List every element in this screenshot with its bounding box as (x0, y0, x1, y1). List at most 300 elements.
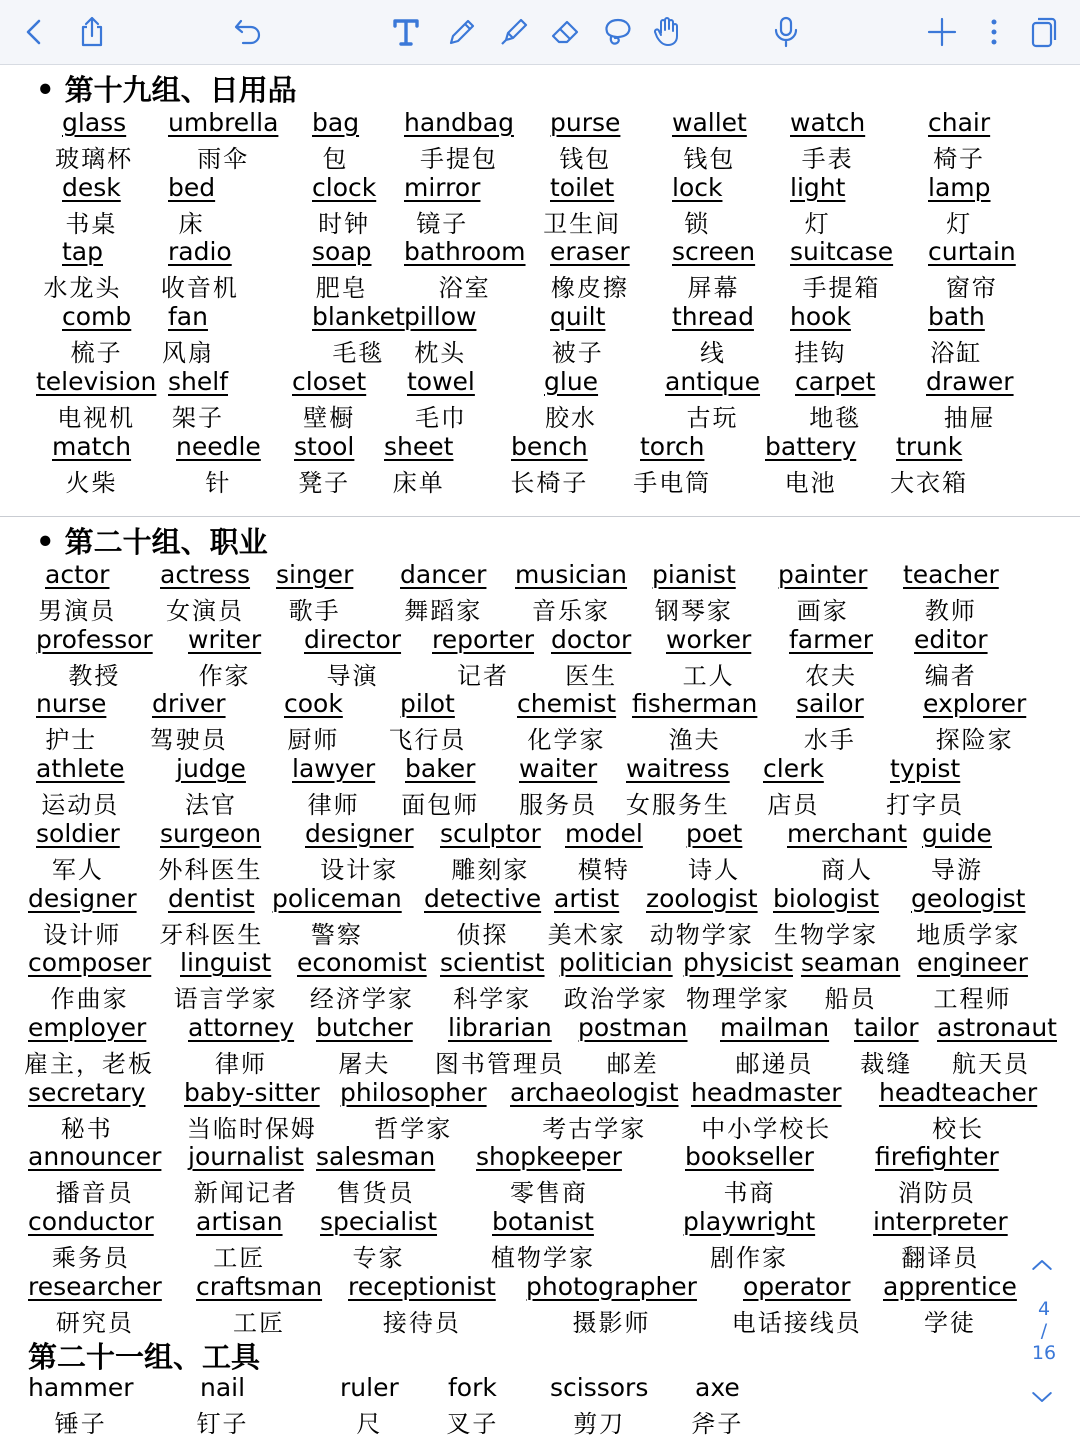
english-word[interactable]: announcer (28, 1142, 162, 1172)
english-word[interactable]: salesman (316, 1142, 436, 1172)
chinese-translation: 工匠 (213, 1244, 266, 1272)
english-word[interactable]: explorer (923, 689, 1027, 719)
chinese-translation: 律师 (307, 791, 360, 820)
chinese-translation: 侦探 (456, 920, 509, 949)
chinese-translation: 长椅子 (510, 468, 589, 497)
english-word[interactable]: dancer (400, 560, 487, 589)
chinese-translation: 校长 (932, 1114, 985, 1143)
english-word[interactable]: bench (511, 431, 588, 461)
chinese-translation: 钢琴家 (654, 597, 733, 625)
english-word[interactable]: thread (672, 302, 754, 332)
english-word[interactable]: television (36, 366, 157, 396)
chinese-translation: 椅子 (933, 145, 986, 173)
english-word[interactable]: employer (28, 1012, 147, 1042)
chinese-translation: 生物学家 (774, 920, 878, 949)
chinese-translation: 手提箱 (802, 274, 881, 303)
english-word[interactable]: secretary (28, 1077, 146, 1107)
english-word[interactable]: actor (45, 560, 110, 589)
english-word[interactable]: poet (686, 818, 743, 848)
more-icon[interactable] (974, 12, 1014, 52)
chinese-translation: 肥皂 (315, 274, 368, 303)
chinese-translation: 被子 (551, 339, 604, 368)
english-word[interactable]: shelf (168, 366, 228, 396)
chinese-translation: 渔夫 (668, 726, 721, 755)
chinese-translation: 包 (322, 145, 349, 173)
share-icon[interactable] (72, 12, 112, 52)
chinese-translation: 物理学家 (686, 985, 790, 1014)
total-page-count: 16 (1031, 1342, 1057, 1364)
chinese-translation: 厨师 (287, 726, 340, 755)
english-word[interactable]: antique (665, 366, 761, 396)
english-word[interactable]: conductor (28, 1207, 154, 1236)
previous-page-chevron-icon[interactable] (1022, 1250, 1062, 1280)
page-separator: / (1040, 1320, 1048, 1342)
chinese-translation: 电池 (784, 468, 837, 497)
chinese-translation: 女服务生 (625, 791, 730, 820)
chinese-translation: 浴缸 (930, 339, 983, 368)
chinese-translation: 水龙头 (43, 274, 122, 303)
chinese-translation: 翻译员 (901, 1244, 980, 1272)
english-word[interactable]: detective (424, 883, 542, 913)
english-word[interactable]: suitcase (790, 237, 894, 267)
chinese-translation: 锤子 (54, 1410, 107, 1438)
english-word[interactable]: artisan (196, 1207, 283, 1236)
english-word[interactable]: quilt (550, 302, 606, 332)
english-word[interactable]: blanket (312, 302, 405, 332)
english-word[interactable]: designer (28, 883, 137, 913)
current-page-number: 4 (1037, 1298, 1051, 1320)
english-word[interactable]: lawyer (292, 754, 376, 784)
chinese-translation: 政治学家 (563, 985, 668, 1014)
english-word[interactable]: biologist (773, 883, 879, 913)
chinese-translation: 钱包 (683, 145, 736, 173)
chinese-translation: 植物学家 (490, 1244, 595, 1272)
chinese-translation: 运动员 (41, 791, 120, 820)
english-word[interactable]: torch (640, 431, 705, 461)
english-word[interactable]: fan (168, 302, 208, 332)
chinese-translation: 化学家 (527, 726, 606, 755)
chinese-translation: 导演 (326, 661, 379, 690)
english-word[interactable]: hook (790, 302, 851, 332)
english-word[interactable]: painter (778, 560, 868, 589)
chinese-translation: 护士 (45, 726, 98, 755)
english-word[interactable]: playwright (683, 1207, 816, 1236)
chinese-translation: 图书管理员 (434, 1049, 565, 1078)
english-word[interactable]: toilet (550, 172, 615, 202)
english-word[interactable]: journalist (188, 1142, 304, 1172)
chinese-translation: 画家 (796, 597, 849, 625)
chinese-translation: 大衣箱 (890, 468, 969, 497)
chinese-translation: 语言学家 (173, 985, 278, 1014)
chinese-translation: 梳子 (70, 339, 123, 368)
chinese-translation: 裁缝 (860, 1049, 913, 1078)
english-word[interactable]: watch (790, 108, 866, 137)
chinese-translation: 针 (205, 468, 232, 497)
english-word[interactable]: bookseller (685, 1142, 814, 1172)
english-word[interactable]: baker (405, 754, 476, 784)
chinese-translation: 工匠 (233, 1308, 286, 1337)
chinese-translation: 打字员 (886, 791, 965, 820)
chinese-translation: 镜子 (416, 209, 469, 238)
chinese-translation: 抽屉 (943, 403, 996, 432)
english-word[interactable]: geologist (911, 883, 1026, 913)
english-word[interactable]: axe (695, 1373, 740, 1402)
chinese-translation: 工人 (682, 661, 735, 690)
english-word[interactable]: pilot (400, 689, 455, 719)
chinese-translation: 秘书 (60, 1114, 113, 1143)
english-word[interactable]: bed (168, 172, 216, 202)
chinese-translation: 摄影师 (572, 1308, 651, 1337)
chinese-translation: 导游 (930, 855, 983, 884)
english-word[interactable]: sheet (384, 431, 454, 461)
note-page (0, 65, 1080, 1440)
chinese-translation: 面包师 (401, 791, 480, 820)
english-word[interactable]: apprentice (883, 1271, 1017, 1301)
chinese-translation: 播音员 (55, 1179, 134, 1208)
english-word[interactable]: sailor (796, 689, 864, 719)
chinese-translation: 水手 (803, 726, 856, 755)
chinese-translation: 动物学家 (649, 920, 754, 949)
chinese-translation: 教授 (68, 661, 121, 690)
english-word[interactable]: chemist (517, 689, 617, 719)
english-word[interactable]: judge (176, 754, 246, 784)
english-word[interactable]: driver (152, 689, 226, 719)
chinese-translation: 法官 (184, 791, 237, 820)
english-word[interactable]: attorney (188, 1012, 295, 1042)
section-title: • 第十九组、日用品 (36, 73, 297, 107)
chinese-translation: 凳子 (298, 468, 351, 497)
chinese-translation: 接待员 (382, 1308, 461, 1337)
english-word[interactable]: mailman (720, 1012, 830, 1042)
chinese-translation: 男演员 (38, 597, 117, 625)
english-word[interactable]: waitress (626, 754, 730, 784)
english-word[interactable]: archaeologist (510, 1077, 679, 1107)
chinese-translation: 壁橱 (303, 403, 356, 432)
english-word[interactable]: clock (312, 172, 377, 202)
english-word[interactable]: scissors (550, 1373, 649, 1402)
chinese-translation: 工程师 (933, 985, 1012, 1014)
english-word[interactable]: shopkeeper (476, 1142, 622, 1172)
next-page-chevron-icon[interactable] (1022, 1382, 1062, 1412)
english-word[interactable]: umbrella (168, 108, 279, 137)
english-word[interactable]: interpreter (873, 1207, 1008, 1236)
toolbar (0, 0, 1080, 65)
chinese-translation: 书桌 (65, 209, 118, 238)
english-word[interactable]: radio (168, 237, 232, 267)
chinese-translation: 屠夫 (338, 1049, 391, 1078)
english-word[interactable]: politician (559, 948, 673, 978)
english-word[interactable]: bath (928, 302, 985, 332)
eraser-icon[interactable] (546, 12, 586, 52)
chinese-translation: 编者 (924, 661, 977, 690)
english-word[interactable]: musician (515, 560, 628, 589)
chinese-translation: 橡皮擦 (550, 274, 629, 303)
english-word[interactable]: engineer (917, 948, 1028, 978)
chinese-translation: 考古学家 (542, 1114, 647, 1143)
english-word[interactable]: screen (672, 237, 756, 267)
english-word[interactable]: bathroom (404, 237, 526, 267)
chinese-translation: 设计家 (320, 855, 399, 884)
chinese-translation: 学徒 (923, 1308, 976, 1337)
chinese-translation: 音乐家 (532, 597, 611, 625)
chinese-translation: 航天员 (952, 1049, 1030, 1078)
microphone-icon[interactable] (766, 12, 806, 52)
english-word[interactable]: librarian (448, 1012, 552, 1042)
english-word[interactable]: professor (36, 624, 153, 654)
chinese-translation: 挂钩 (794, 339, 847, 368)
english-word[interactable]: economist (297, 948, 427, 978)
english-word[interactable]: botanist (492, 1207, 594, 1236)
chinese-translation: 研究员 (55, 1308, 134, 1337)
english-word[interactable]: surgeon (160, 818, 262, 848)
english-word[interactable]: director (304, 624, 402, 654)
english-word[interactable]: cook (284, 689, 343, 719)
english-word[interactable]: pillow (404, 302, 477, 332)
chinese-translation: 新闻记者 (193, 1179, 298, 1208)
english-word[interactable]: butcher (316, 1012, 413, 1042)
hand-tool-icon[interactable] (648, 12, 688, 52)
english-word[interactable]: wallet (672, 108, 747, 137)
chinese-translation: 窗帘 (945, 274, 998, 303)
chinese-translation: 外科医生 (158, 855, 263, 884)
chinese-translation: 消防员 (897, 1179, 976, 1208)
chinese-translation: 地毯 (809, 403, 862, 432)
chinese-translation: 邮递员 (735, 1049, 814, 1078)
chinese-translation: 毛巾 (414, 403, 467, 432)
chinese-translation: 零售商 (509, 1179, 588, 1208)
chinese-translation: 雇主，老板 (24, 1049, 154, 1078)
english-word[interactable]: fisherman (632, 689, 758, 719)
english-word[interactable]: operator (743, 1271, 851, 1301)
chinese-translation: 玻璃杯 (55, 145, 134, 173)
chinese-translation: 灯 (946, 209, 973, 238)
english-word[interactable]: headmaster (691, 1077, 842, 1107)
chinese-translation: 地质学家 (916, 920, 1021, 949)
english-word[interactable]: battery (765, 431, 857, 461)
english-word[interactable]: closet (292, 366, 367, 396)
lasso-icon[interactable] (598, 12, 638, 52)
chinese-translation: 女演员 (166, 597, 245, 625)
chinese-translation: 售货员 (336, 1179, 415, 1208)
english-word[interactable]: actress (160, 560, 251, 589)
english-word[interactable]: tailor (854, 1012, 919, 1042)
english-word[interactable]: hammer (28, 1373, 134, 1402)
chinese-translation: 床 (178, 209, 205, 238)
chinese-translation: 剪刀 (573, 1410, 626, 1438)
english-word[interactable]: dentist (168, 883, 255, 913)
chinese-translation: 专家 (352, 1244, 405, 1272)
english-word[interactable]: curtain (928, 237, 1016, 267)
chinese-translation: 收音机 (160, 274, 239, 303)
english-word[interactable]: pianist (652, 560, 736, 589)
chinese-translation: 叉子 (446, 1410, 499, 1438)
text-tool-icon[interactable] (386, 12, 426, 52)
english-word[interactable]: handbag (404, 108, 514, 137)
english-word[interactable]: comb (62, 302, 132, 332)
english-word[interactable]: tap (62, 237, 103, 267)
english-word[interactable]: soldier (36, 818, 120, 848)
chinese-translation: 书商 (723, 1179, 776, 1208)
pen-icon[interactable] (442, 12, 482, 52)
english-word[interactable]: designer (305, 818, 414, 848)
english-word[interactable]: singer (276, 560, 354, 589)
english-word[interactable]: mirror (404, 172, 481, 202)
english-word[interactable]: specialist (320, 1207, 438, 1236)
chinese-translation: 雕刻家 (451, 855, 530, 884)
chinese-translation: 作家 (198, 661, 251, 690)
english-word[interactable]: guide (922, 818, 992, 848)
english-word[interactable]: glue (544, 366, 599, 396)
back-chevron-icon[interactable] (14, 12, 54, 52)
english-word[interactable]: light (790, 172, 846, 202)
english-word[interactable]: lamp (928, 172, 991, 202)
chinese-translation: 火柴 (65, 468, 118, 497)
english-word[interactable]: clerk (763, 754, 824, 784)
english-word[interactable]: worker (666, 624, 752, 654)
chinese-translation: 警察 (310, 920, 363, 949)
chinese-translation: 军人 (51, 855, 104, 884)
page-divider (0, 516, 1080, 517)
chinese-translation: 探险家 (935, 726, 1014, 755)
chinese-translation: 律师 (215, 1049, 268, 1078)
english-word[interactable]: glass (62, 108, 127, 137)
english-word[interactable]: stool (294, 431, 355, 461)
chinese-translation: 毛毯 (332, 339, 385, 368)
english-word[interactable]: chair (928, 108, 991, 137)
english-word[interactable]: researcher (28, 1271, 162, 1301)
chinese-translation: 船员 (824, 985, 877, 1014)
chinese-translation: 经济学家 (309, 985, 414, 1014)
english-word[interactable]: nurse (36, 689, 107, 719)
english-word[interactable]: editor (914, 624, 988, 654)
english-word[interactable]: writer (188, 624, 262, 654)
english-word[interactable]: baby-sitter (184, 1077, 320, 1107)
chinese-translation: 服务员 (519, 791, 598, 820)
chinese-translation: 商人 (821, 855, 874, 884)
english-word[interactable]: zoologist (646, 883, 758, 913)
chinese-translation: 当临时保姆 (186, 1114, 317, 1143)
chinese-translation: 手电筒 (633, 468, 712, 497)
chinese-translation: 哲学家 (374, 1114, 453, 1143)
english-word[interactable]: soap (312, 237, 372, 267)
chinese-translation: 记者 (457, 661, 509, 690)
chinese-translation: 尺 (356, 1410, 383, 1438)
chinese-translation: 枕头 (414, 339, 467, 368)
add-icon[interactable] (922, 12, 962, 52)
english-word[interactable]: linguist (180, 948, 272, 978)
chinese-translation: 医生 (565, 661, 618, 690)
chinese-translation: 美术家 (547, 920, 626, 949)
chinese-translation: 设计师 (43, 920, 122, 949)
english-word[interactable]: model (565, 818, 643, 848)
section-title: 第二十一组、工具 (28, 1340, 261, 1374)
chinese-translation: 作曲家 (50, 985, 129, 1014)
chinese-translation: 架子 (172, 403, 224, 432)
chinese-translation: 农夫 (804, 661, 857, 690)
english-word[interactable]: philosopher (340, 1077, 487, 1107)
english-word[interactable]: carpet (795, 366, 876, 396)
chinese-translation: 乘务员 (51, 1244, 130, 1272)
chinese-translation: 邮差 (606, 1049, 659, 1078)
english-word[interactable]: needle (176, 431, 261, 461)
english-word[interactable]: bag (312, 108, 360, 137)
chinese-translation: 手提包 (419, 145, 498, 173)
english-word[interactable]: lock (672, 172, 723, 202)
english-word[interactable]: photographer (526, 1271, 697, 1301)
english-word[interactable]: reporter (432, 624, 535, 654)
pages-icon[interactable] (1024, 12, 1064, 52)
chinese-translation: 驾驶员 (149, 726, 228, 755)
section-title: • 第二十组、职业 (36, 525, 268, 559)
english-word[interactable]: eraser (550, 237, 630, 267)
english-word[interactable]: match (52, 431, 132, 461)
english-word[interactable]: purse (550, 108, 621, 137)
chinese-translation: 飞行员 (388, 726, 467, 755)
english-word[interactable]: craftsman (196, 1271, 323, 1301)
chinese-translation: 歌手 (288, 597, 341, 625)
chinese-translation: 时钟 (318, 209, 371, 238)
undo-icon[interactable] (228, 12, 268, 52)
chinese-translation: 手表 (801, 145, 854, 173)
chinese-translation: 线 (699, 339, 726, 368)
english-word[interactable]: scientist (440, 948, 545, 978)
chinese-translation: 电视机 (57, 403, 136, 432)
chinese-translation: 诗人 (688, 855, 741, 884)
chinese-translation: 舞蹈家 (404, 597, 483, 625)
chinese-translation: 古玩 (686, 403, 739, 432)
english-word[interactable]: postman (578, 1012, 688, 1042)
chinese-translation: 钉子 (196, 1410, 249, 1438)
english-word[interactable]: fork (448, 1373, 497, 1402)
chinese-translation: 钱包 (559, 145, 612, 173)
chinese-translation: 雨伞 (197, 145, 250, 173)
english-word[interactable]: desk (62, 172, 121, 202)
chinese-translation: 屏幕 (687, 274, 740, 303)
chinese-translation: 中小学校长 (701, 1114, 832, 1143)
chinese-translation: 科学家 (453, 985, 532, 1014)
english-word[interactable]: artist (554, 883, 620, 913)
english-word[interactable]: typist (890, 754, 961, 784)
english-word[interactable]: trunk (896, 431, 963, 461)
english-word[interactable]: farmer (789, 624, 873, 654)
english-word[interactable]: composer (28, 948, 152, 978)
english-word[interactable]: drawer (926, 366, 1014, 396)
english-word[interactable]: nail (200, 1373, 246, 1402)
chinese-translation: 教师 (924, 597, 977, 625)
english-word[interactable]: policeman (272, 883, 402, 913)
chinese-translation: 电话接线员 (731, 1308, 862, 1337)
english-word[interactable]: merchant (787, 818, 908, 848)
english-word[interactable]: athlete (36, 754, 125, 784)
english-word[interactable]: firefighter (875, 1142, 999, 1172)
chinese-translation: 牙科医生 (159, 920, 264, 949)
chinese-translation: 店员 (767, 791, 820, 820)
english-word[interactable]: astronaut (937, 1012, 1057, 1042)
english-word[interactable]: doctor (551, 624, 632, 654)
english-word[interactable]: towel (407, 366, 475, 396)
chinese-translation: 胶水 (545, 403, 598, 432)
english-word[interactable]: waiter (519, 754, 598, 784)
highlighter-icon[interactable] (494, 12, 534, 52)
english-word[interactable]: teacher (903, 560, 999, 589)
english-word[interactable]: physicist (683, 948, 793, 978)
english-word[interactable]: receptionist (348, 1271, 496, 1301)
english-word[interactable]: seaman (801, 948, 901, 978)
english-word[interactable]: headteacher (879, 1077, 1038, 1107)
chinese-translation: 风扇 (161, 339, 214, 368)
english-word[interactable]: sculptor (440, 818, 541, 848)
english-word[interactable]: ruler (340, 1373, 399, 1402)
